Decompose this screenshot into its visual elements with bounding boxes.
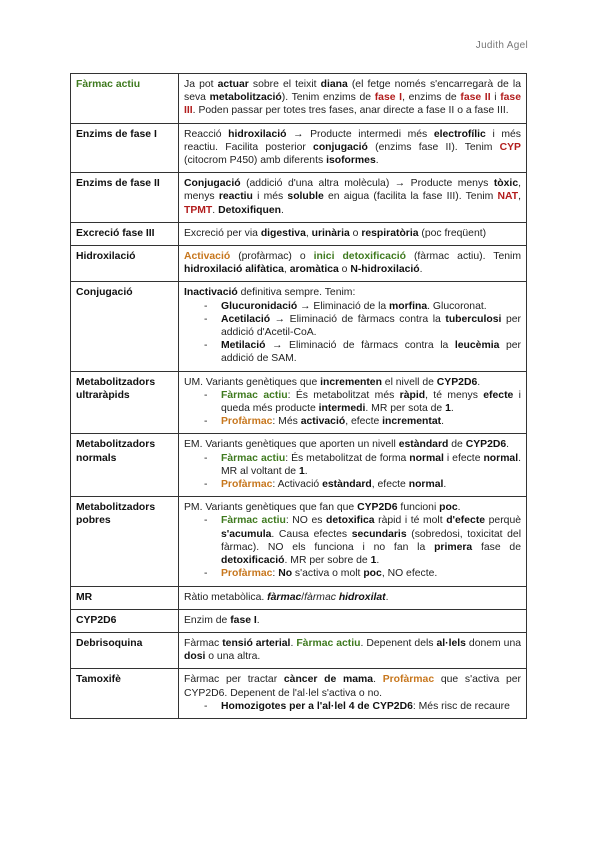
definition-text: Fàrmac per tractar càncer de mama. Profàrmac que s'activa per CYP2D6. Depenent de l'al·lel s'activa o no. — [184, 674, 522, 699]
definition-text: Fàrmac tensió arterial. Fàrmac actiu. Depenent dels al·lels donem una dosi o una altra. — [184, 637, 521, 663]
bold-term: d'efecte — [446, 515, 486, 527]
orange-highlight: Activació — [184, 251, 231, 263]
definition-text: Conjugació (addició d'una altra molècula) → Producte menys tòxic, menys reactiu i més soluble en aigua (facilita la fase III). Tenim NAT, TPMT. Detoxifiquen. — [184, 178, 521, 216]
table-row — [71, 282, 527, 371]
definition-text: Enzim de fase I. — [184, 614, 260, 626]
bold-term: leucèmia — [454, 340, 500, 352]
bold-term: 1 — [370, 555, 377, 567]
bold-term: digestiva — [260, 227, 306, 239]
bold-term: secundaris — [351, 528, 407, 540]
term-cell: Enzims de fase II — [71, 173, 179, 223]
bold-term: soluble — [287, 191, 324, 203]
bold-term: incrementen — [320, 376, 382, 388]
bold-term: s'acumula — [221, 528, 272, 540]
glossary-body — [71, 74, 527, 719]
term-cell: Tamoxifè — [71, 669, 179, 719]
bold-term: tensió arterial — [222, 637, 291, 649]
table-row — [71, 609, 527, 632]
bold-term: estàndard — [398, 439, 449, 451]
bullet-list — [184, 514, 521, 580]
definition-text: EM. Variants genètiques que aporten un nivell estàndard de CYP2D6. — [184, 439, 510, 451]
bold-term: morfina — [389, 300, 428, 312]
term-cell: Conjugació — [71, 282, 179, 371]
bullet-list — [184, 389, 521, 429]
term-cell: Metabolitzadors pobres — [71, 497, 179, 586]
bold-term: normal — [483, 452, 519, 464]
table-row — [71, 246, 527, 282]
term-cell: Enzims de fase I — [71, 123, 179, 173]
bold-term: ràpid — [399, 389, 426, 401]
bold-term: electrofílic — [433, 128, 486, 140]
bold-term: detoxificació — [221, 555, 285, 567]
term-cell: Metabolitzadors normals — [71, 434, 179, 497]
table-row — [71, 371, 527, 434]
definition-cell — [179, 497, 527, 586]
definition-cell — [179, 222, 527, 245]
bullet-list — [184, 700, 521, 713]
bold-term: Detoxifiquen — [218, 204, 281, 216]
definition-text: Inactivació definitiva sempre. Tenim: — [184, 287, 356, 299]
green-highlight: Fàrmac actiu — [221, 389, 288, 401]
bold-term: Glucuronidació — [221, 300, 298, 312]
italic-term: fàrmac — [304, 591, 336, 603]
red-highlight: fase I — [374, 92, 403, 104]
term-cell: CYP2D6 — [71, 609, 179, 632]
definition-cell — [179, 434, 527, 497]
bold-term: 1 — [298, 465, 305, 477]
table-row — [71, 222, 527, 245]
bold-term: actuar — [217, 79, 249, 90]
bold-term: dosi — [184, 651, 206, 663]
red-highlight: fase II — [460, 92, 491, 104]
green-highlight: Fàrmac actiu — [221, 515, 286, 527]
list-item: - Profàrmac: Més activació, efecte incrementat. — [212, 415, 521, 428]
bold-term: activació — [300, 416, 346, 428]
list-item: - Homozigotes per a l'al·lel 4 de CYP2D6: Més risc de recaure — [212, 700, 521, 713]
green-highlight: inici detoxificació — [313, 251, 406, 263]
bold-term: poc — [363, 568, 382, 580]
list-item: - Metilació → Eliminació de fàrmacs contra la leucèmia per addició de SAM. — [212, 339, 521, 365]
definition-cell — [179, 632, 527, 668]
table-row — [71, 123, 527, 173]
bold-term: intermedi — [318, 403, 366, 415]
bold-term: tòxic — [493, 178, 519, 190]
bold-term: al·lels — [436, 637, 466, 649]
table-row — [71, 632, 527, 668]
bold-term: CYP2D6 — [436, 376, 478, 388]
bold-term: urinària — [311, 227, 350, 239]
term-cell: MR — [71, 586, 179, 609]
bold-term: efecte — [483, 389, 514, 401]
bullet-list — [184, 452, 521, 492]
definition-text: Ràtio metabòlica. fàrmac/fàrmac hidroxilat. — [184, 591, 389, 603]
definition-text: Reacció hidroxilació → Producte intermedi més electrofílic i més reactiu. Facilita posterior conjugació (enzims fase II). Tenim CYP (citocrom P450) amb diferents isoformes. — [184, 128, 521, 167]
bold-term: CYP2D6 — [465, 439, 507, 451]
term-cell: Fàrmac actiu — [71, 74, 179, 124]
author-name: Judith Agel — [475, 40, 528, 51]
bold-term: conjugació — [313, 141, 368, 153]
bold-term: tuberculosi — [445, 313, 502, 325]
bold-term: No — [278, 568, 293, 580]
definition-cell — [179, 371, 527, 434]
orange-highlight: Profàrmac — [221, 479, 273, 491]
bold-term: primera — [434, 541, 473, 553]
table-row — [71, 586, 527, 609]
bold-term: Metilació — [221, 340, 266, 352]
red-highlight: TPMT — [184, 204, 213, 216]
definition-cell — [179, 74, 527, 124]
table-row — [71, 669, 527, 719]
bold-term: càncer de mama — [283, 674, 374, 686]
definition-text: Ja pot actuar sobre el teixit diana (el fetge només s'encarregarà de la seva metabolització). Tenim enzims de fase I, enzims de fase II i fase III. Poden passar per totes tres fases, anar directe a fase II o a fase III. — [184, 79, 521, 117]
list-item: - Glucuronidació → Eliminació de la morfina. Glucoronat. — [212, 300, 521, 313]
list-item: - Profàrmac: Activació estàndard, efecte normal. — [212, 478, 521, 491]
list-item: - Fàrmac actiu: És metabolitzat més ràpid, té menys efecte i queda més producte intermedi. MR per sota de 1. — [212, 389, 521, 415]
orange-highlight: Profàrmac — [382, 674, 435, 686]
term-cell: Hidroxilació — [71, 246, 179, 282]
list-item: - Profàrmac: No s'activa o molt poc, NO efecte. — [212, 567, 521, 580]
bold-term: diana — [320, 79, 348, 90]
bold-term: isoformes — [326, 155, 376, 167]
list-item: - Acetilació → Eliminació de fàrmacs contra la tuberculosi per addició d'Acetil-CoA. — [212, 313, 521, 339]
definition-text: Excreció per via digestiva, urinària o respiratòria (poc freqüent) — [184, 227, 487, 239]
bold-term: incrementat — [382, 416, 442, 428]
definition-text: UM. Variants genètiques que incrementen el nivell de CYP2D6. — [184, 376, 481, 388]
bold-term: metabolització — [209, 92, 282, 104]
list-item: - Fàrmac actiu: NO es detoxifica ràpid i té molt d'efecte perquè s'acumula. Causa efectes secundaris (sobredosi, toxicitat del fàrmac). NO els funciona i no fan la primera fase de detoxificació. MR per sobre de 1. — [212, 514, 521, 567]
bold-term: CYP2D6 — [357, 502, 398, 514]
bold-term: Conjugació — [184, 178, 241, 190]
bold-term: poc — [439, 502, 458, 514]
definition-cell — [179, 586, 527, 609]
red-highlight: fase III — [184, 92, 521, 117]
bold-term: Inactivació — [184, 287, 238, 299]
definition-cell — [179, 609, 527, 632]
list-item: - Fàrmac actiu: És metabolitzat de forma normal i efecte normal. MR al voltant de 1. — [212, 452, 521, 478]
bold-term: fase I — [230, 614, 257, 626]
bold-term: hidroxilació alifàtica — [184, 264, 284, 276]
bold-term: respiratòria — [361, 227, 419, 239]
red-highlight: NAT — [497, 191, 519, 203]
bold-term: estàndard — [322, 479, 372, 491]
bold-term: detoxifica — [326, 515, 375, 527]
table-row — [71, 173, 527, 223]
bold-italic-term: fàrmac — [267, 591, 302, 603]
bullet-list — [184, 300, 521, 366]
table-row — [71, 497, 527, 586]
bold-term: aromàtica — [289, 264, 339, 276]
glossary-table — [70, 73, 527, 719]
green-highlight: Fàrmac actiu — [296, 637, 361, 649]
bold-term: N-hidroxilació — [350, 264, 420, 276]
term-cell: Excreció fase III — [71, 222, 179, 245]
definition-text: Activació (profàrmac) o inici detoxificació (fàrmac actiu). Tenim hidroxilació alifàtica, aromàtica o N-hidroxilació. — [184, 251, 521, 276]
table-row — [71, 74, 527, 124]
bold-term: normal — [408, 479, 444, 491]
bold-term: reactiu — [218, 191, 253, 203]
term-cell: Metabolitzadors ultraràpids — [71, 371, 179, 434]
bold-term: 1 — [445, 403, 451, 415]
definition-cell — [179, 669, 527, 719]
definition-cell — [179, 123, 527, 173]
definition-text: PM. Variants genètiques que fan que CYP2D6 funcioni poc. — [184, 502, 461, 514]
bold-term: Homozigotes per a l'al·lel 4 de CYP2D6 — [221, 700, 413, 712]
table-row — [71, 434, 527, 497]
definition-cell — [179, 246, 527, 282]
bold-italic-term: hidroxilat — [338, 591, 386, 603]
bold-term: hidroxilació — [228, 128, 287, 140]
red-highlight: CYP — [499, 141, 521, 153]
term-cell: Debrisoquina — [71, 632, 179, 668]
bold-term: Acetilació — [221, 313, 271, 325]
definition-cell — [179, 282, 527, 371]
orange-highlight: Profàrmac — [221, 568, 273, 580]
orange-highlight: Profàrmac — [221, 416, 273, 428]
definition-cell — [179, 173, 527, 223]
bold-term: normal — [409, 452, 444, 464]
green-highlight: Fàrmac actiu — [221, 452, 286, 464]
